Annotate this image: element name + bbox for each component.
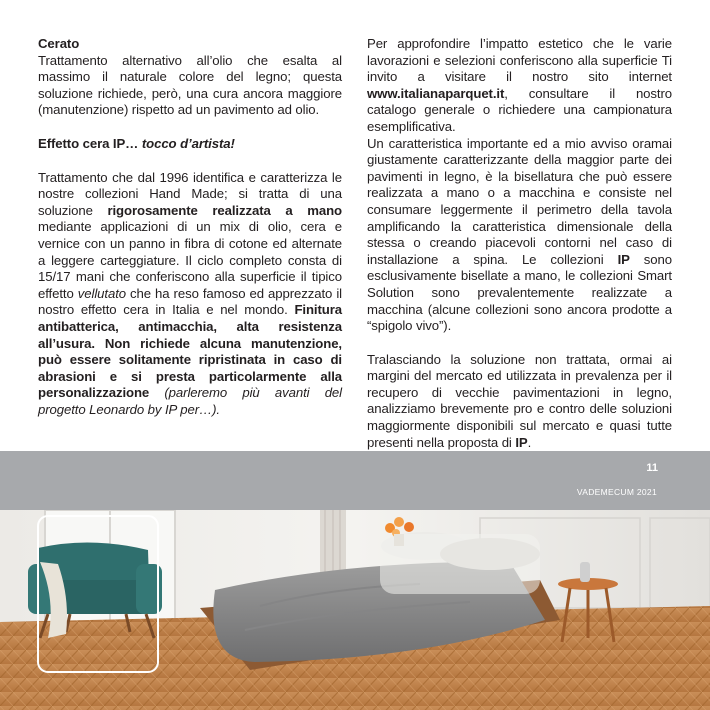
footer-label: VADEMECUM 2021 [576, 487, 657, 497]
tralasciando-text: Tralasciando la soluzione non trattata, ormai ai margini del mercato ed utilizzata in prevalenza per il recupero di vecchie pavimentazioni in legno, analizziamo brevemente pro e contro delle soluzioni maggiormente disponibili sul mercato e quasi tutte presenti nella proposta di [367, 351, 672, 450]
approfondire-text-b: , consultare il nostro catalogo generale o richiedere una campionatura esemplificativa. [367, 85, 672, 134]
effetto-paragraph [38, 170, 342, 419]
approfondire-text-a: Per approfondire l’impatto estetico che le varie lavorazioni e selezioni conferiscono alla superficie Ti invito a visitare il nostro sito internet [367, 36, 672, 85]
effetto-italic-a: vellutato [77, 285, 126, 301]
bisellatura-text-a: Un caratteristica importante ed a mio avviso oramai giustamente caratterizzante della maggior parte dei pavimenti in legno, è la bisellatura che può essere realizzata a mano o a macchina e consiste nel consumare leggermente il perimetro della tavola amplificando la caratteristica dimensionale della stessa o creando piacevoli contorni nel caso di installazione a spina. Le collezioni [367, 135, 672, 267]
effetto-italic-b: (parleremo più avanti del progetto Leonardo by IP per…). [38, 385, 342, 417]
cerato-heading: Cerato [38, 36, 80, 51]
cerato-text: Trattamento alternativo all’olio che esalta al massimo il naturale colore del legno; questa soluzione richiede, però, una cura ancora maggiore (manutenzione) rispetto ad un pavimento ad olio. [38, 52, 342, 118]
footer-band [0, 451, 710, 510]
tralasciando-paragraph [367, 352, 672, 452]
effetto-text-b: mediante applicazioni di un mix di olio, cera e vernice con un panno in fibra di cotone ed alternate a leggere carteggiature. Il ciclo completo consta di 15/17 mani che conferiscono alla superficie il tipico effetto [38, 219, 342, 301]
page-number: 11 [646, 462, 658, 474]
ip-brand-mention: IP [617, 251, 630, 267]
right-column [367, 36, 672, 451]
ip-brand-mention-2: IP [515, 434, 528, 450]
effetto-bold-b: Finitura antibatterica, antimacchia, alta resistenza all’usura. Non richiede alcuna manutenzione, può essere solitamente ripristinata in caso di abrasioni e si presta particolarmente alla personalizzazione [38, 302, 342, 401]
bisellatura-paragraph [367, 136, 672, 335]
effetto-heading-bold: Effetto cera IP… [38, 135, 139, 151]
website-link[interactable]: www.italianaparquet.it [367, 85, 505, 101]
effetto-text-a: Trattamento che dal 1996 identifica e caratterizza le nostre collezioni Hand Made; si tratta di una soluzione [38, 169, 342, 218]
cerato-section [38, 36, 342, 119]
left-column [38, 36, 342, 418]
effetto-heading [38, 136, 342, 153]
effetto-text-c: che ha reso famoso ed apprezzato il nostro effetto cera in Italia e nel mondo. [38, 285, 342, 318]
effetto-bold-a: rigorosamente realizzata a mano [107, 202, 342, 218]
effetto-heading-italic: tocco d’artista! [141, 135, 235, 151]
approfondire-paragraph [367, 36, 672, 136]
bisellatura-text-b: sono esclusivamente bisellate a mano, le collezioni Smart Solution sono prevalentemente realizzate a macchina (alcune collezioni sono ancora prodotte a “spigolo vivo”). [367, 251, 672, 334]
bedroom-photo [0, 510, 710, 710]
period: . [527, 434, 532, 450]
